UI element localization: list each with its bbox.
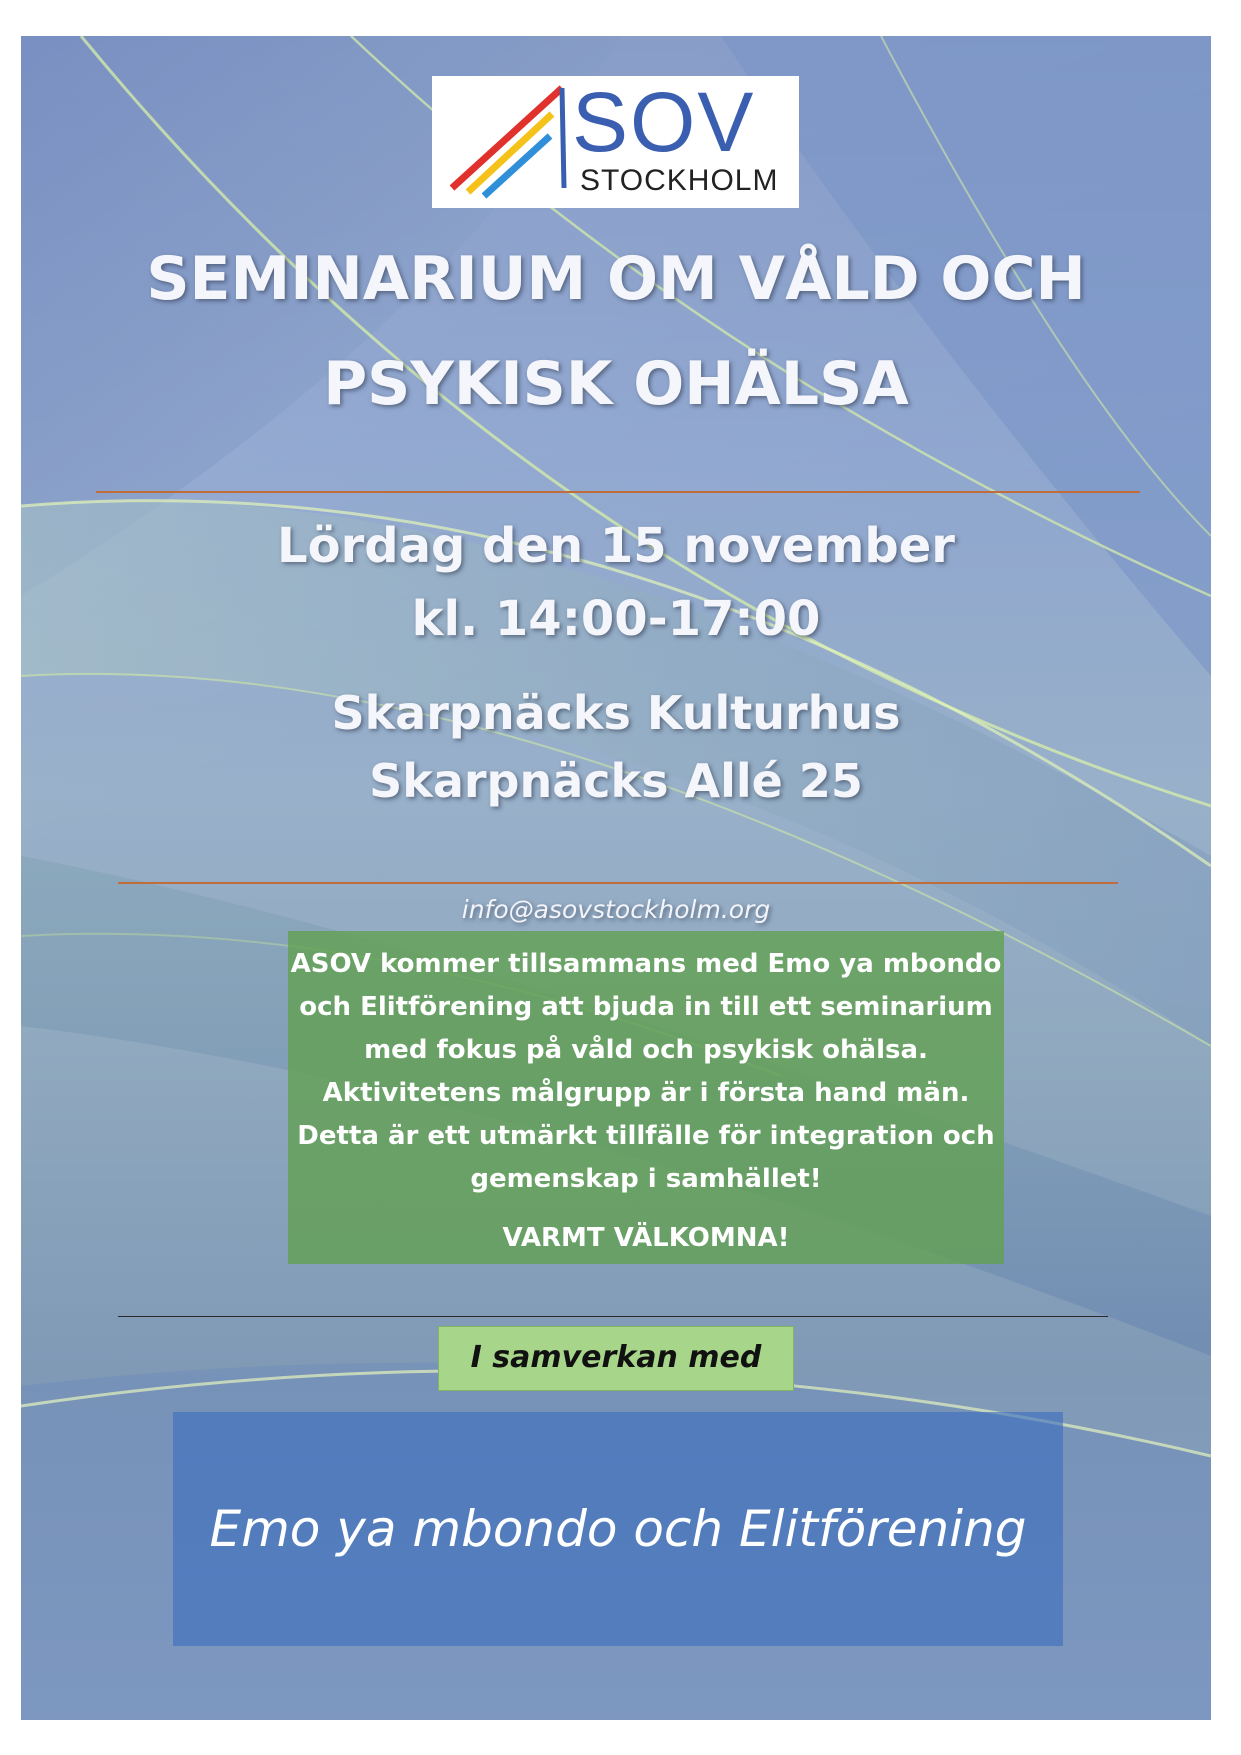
partners-names: Emo ya mbondo och Elitförening: [209, 1500, 1027, 1558]
event-venue: Skarpnäcks Kulturhus: [331, 686, 901, 740]
description-line: Aktivitetens målgrupp är i första hand män.: [322, 1078, 970, 1108]
event-time: kl. 14:00-17:00: [411, 591, 821, 647]
logo-subtext: STOCKHOLM: [580, 164, 779, 197]
title-line-1: SEMINARIUM OM VÅLD OCH: [146, 244, 1086, 314]
welcome-text: VARMT VÄLKOMNA!: [502, 1223, 790, 1253]
partners-label: I samverkan med: [470, 1340, 762, 1375]
divider: [118, 882, 1118, 884]
description-line: gemenskap i samhället!: [470, 1164, 822, 1194]
description-line: och Elitförening att bjuda in till ett seminarium: [299, 992, 993, 1022]
description-box: [288, 931, 1004, 1264]
partners-box: [173, 1412, 1063, 1646]
event-date: Lördag den 15 november: [277, 518, 955, 574]
poster: [21, 36, 1211, 1720]
description-line: ASOV kommer tillsammans med Emo ya mbondo: [290, 949, 1002, 979]
divider: [118, 1316, 1108, 1317]
event-address: Skarpnäcks Allé 25: [369, 754, 863, 808]
partners-label-box: [438, 1326, 794, 1391]
logo-text: SOV: [572, 75, 756, 169]
title-line-2: PSYKISK OHÄLSA: [323, 349, 909, 419]
divider: [96, 491, 1140, 493]
description-line: Detta är ett utmärkt tillfälle för integration och: [297, 1121, 995, 1151]
description-line: med fokus på våld och psykisk ohälsa.: [364, 1035, 928, 1065]
asov-logo: [432, 76, 799, 208]
contact-email[interactable]: info@asovstockholm.org: [461, 895, 771, 924]
